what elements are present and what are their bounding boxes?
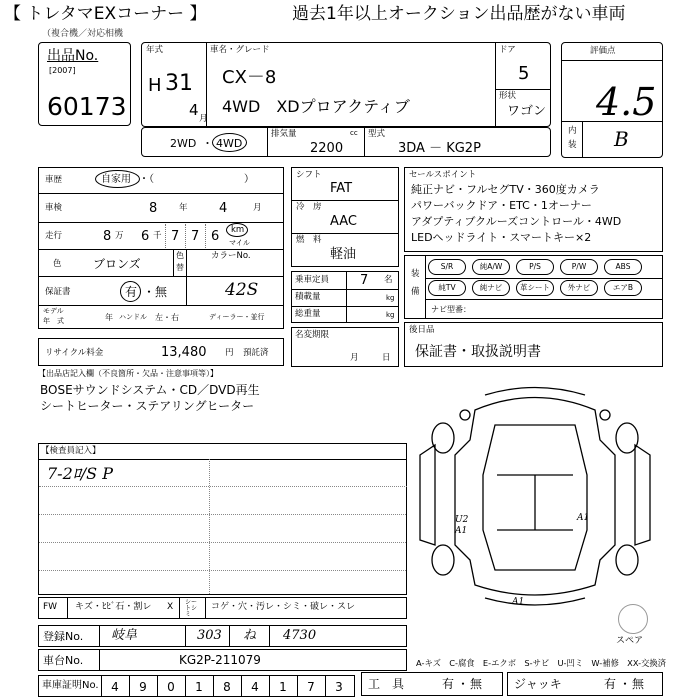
row-line-2 xyxy=(39,222,283,223)
mileage-sen: 6 xyxy=(141,229,150,244)
mileage-man-unit: 万 xyxy=(115,231,124,241)
inspection-month-unit: 月 xyxy=(253,203,262,213)
equipment-item: 純TV xyxy=(438,283,456,292)
listing-number: 60173 xyxy=(47,92,127,121)
equipment-item: 純A/W xyxy=(479,262,503,271)
warranty-sep: ・ xyxy=(143,285,156,299)
equipment-item: 革シート xyxy=(520,283,550,292)
mirror-left xyxy=(460,410,470,420)
sales-points-box xyxy=(404,167,663,252)
registration-label: 登録No. xyxy=(43,630,84,643)
doors-label: ドア xyxy=(499,45,516,55)
color-value: ブロンズ xyxy=(93,257,141,271)
displacement-value: 2200 xyxy=(310,141,344,156)
sales-line-1: 純正ナビ・フルセグTV・360度カメラ xyxy=(411,183,600,196)
fw-v3 xyxy=(67,598,68,618)
warranty-circle xyxy=(120,281,141,302)
equipment-item: 外ナビ xyxy=(567,283,591,292)
year-car-box xyxy=(141,42,551,127)
capacity-table xyxy=(291,271,399,323)
mileage-man: 8 xyxy=(103,229,112,244)
registration-class: 303 xyxy=(197,628,222,643)
info-table xyxy=(38,167,284,329)
documents-value: 保証書・取扱説明書 xyxy=(415,344,541,360)
notes-line-2: シートヒーター・ステアリングヒーター xyxy=(40,399,255,413)
damage-legend: A-キズ C-腐食 E-エクボ S-サビ U-凹ミ W-補修 XX-交換済 xyxy=(416,658,667,668)
interior-label-1: 内 xyxy=(568,126,577,136)
car-side-right xyxy=(635,445,650,545)
mileage-km-circle xyxy=(226,223,248,237)
cert-digit: 0 xyxy=(167,680,175,694)
cert-digit: 9 xyxy=(139,680,147,694)
model-year-handle: ハンドル xyxy=(119,313,147,321)
year-badge: [2007] xyxy=(49,66,76,75)
color-label: 色 xyxy=(53,259,62,269)
fuel-value: 軽油 xyxy=(330,247,357,262)
jack-box xyxy=(507,672,663,696)
equipment-vline xyxy=(425,256,426,318)
color-code-vline xyxy=(186,249,187,305)
inspection-year-unit: 年 xyxy=(179,203,188,213)
year-number: 31 xyxy=(165,71,193,96)
mileage-d3: 6 xyxy=(211,229,220,244)
registration-kana: ね xyxy=(243,628,257,643)
color-code-value: 42S xyxy=(225,280,259,300)
drive-divider xyxy=(267,128,268,156)
registration-place: 岐阜 xyxy=(111,628,138,643)
header-corner-title: 【 トレタマEXコーナー 】 xyxy=(4,4,207,24)
fw-seat: シートシミ xyxy=(185,599,198,618)
wheel-rear-right xyxy=(616,545,638,575)
damage-mark-3: A1 xyxy=(577,513,590,523)
inspector-box xyxy=(38,443,407,595)
inspector-label: 【検査員記入】 xyxy=(41,446,101,456)
wheel-front-right xyxy=(616,423,638,453)
row-line-3 xyxy=(39,249,283,250)
fw-bar xyxy=(38,597,407,619)
mileage-d1: 7 xyxy=(171,229,180,244)
shape-value: ワゴン xyxy=(507,104,547,119)
spare-label: スペア xyxy=(616,636,644,646)
cert-digit: 7 xyxy=(307,680,315,694)
registration-number: 4730 xyxy=(283,628,317,643)
cert-digit: 4 xyxy=(111,680,119,694)
displacement-label: 排気量 xyxy=(271,129,297,139)
drive-sep: ・ xyxy=(202,137,213,150)
insp-line-3 xyxy=(39,514,406,515)
chassis-row xyxy=(38,649,407,671)
mileage-sep-2 xyxy=(185,224,186,248)
color-change-2: 替 xyxy=(176,263,184,272)
fw-items: キズ・ﾋﾋﾞ石・割レ xyxy=(75,602,152,612)
recycle-value: 13,480 xyxy=(161,345,207,360)
model-year-year: 年 xyxy=(105,313,113,322)
cert-digit: 8 xyxy=(223,680,231,694)
chassis-label: 車台No. xyxy=(43,654,84,667)
year-label: 年式 xyxy=(146,45,164,55)
inspector-note: 7-2ﾛ/S P xyxy=(47,464,113,483)
car-label: 車名・グレード xyxy=(210,45,270,55)
chassis-value: KG2P-211079 xyxy=(179,653,261,667)
year-era: H xyxy=(148,75,162,96)
row-line-4 xyxy=(39,276,283,277)
sales-line-2: パワーバックドア・ETC・1オーナー xyxy=(411,199,592,212)
interior-vline xyxy=(582,121,583,157)
doors-value: 5 xyxy=(518,63,530,84)
year-car-divider xyxy=(206,43,207,126)
row-line-1 xyxy=(39,193,283,194)
jack-yes: 有 xyxy=(604,677,617,691)
equipment-box xyxy=(404,255,663,319)
interior-value: B xyxy=(614,127,629,151)
tools-no: 無 xyxy=(470,677,483,691)
cert-digit: 3 xyxy=(335,680,343,694)
ac-label: 冷 房 xyxy=(296,202,322,212)
car-name: CX－8 xyxy=(222,67,277,88)
fw-v2 xyxy=(205,598,206,618)
rear-bumper xyxy=(485,598,585,605)
doors-shape-divider xyxy=(495,89,550,90)
history-selected: 自家用 xyxy=(101,174,131,185)
front-bumper xyxy=(485,388,585,396)
score-value: 4.5 xyxy=(596,80,657,124)
sales-line-3: アダプティブクルーズコントロール・4WD xyxy=(411,215,622,228)
cap-vline xyxy=(346,272,347,322)
spare-tire-icon xyxy=(618,604,648,634)
listing-number-box xyxy=(38,42,131,126)
row-line-5 xyxy=(39,305,283,306)
recycle-row xyxy=(38,338,284,366)
insp-line-2 xyxy=(39,486,407,487)
sales-label: セールスポイント xyxy=(409,170,477,180)
mileage-label: 走行 xyxy=(45,231,63,241)
color-change-1: 色 xyxy=(176,251,184,260)
fw-label: FW xyxy=(43,602,58,612)
warranty-no: 無 xyxy=(155,285,168,299)
month-unit: 月 xyxy=(199,114,208,124)
ac-value: AAC xyxy=(330,214,357,229)
equip-line-2 xyxy=(425,299,662,300)
tools-box xyxy=(361,672,503,696)
drive-2wd: 2WD xyxy=(170,137,197,150)
tools-yes: 有 xyxy=(442,677,455,691)
cert-digit: 1 xyxy=(279,680,287,694)
mileage-km: km xyxy=(231,225,245,235)
equipment-item: ABS xyxy=(615,262,631,271)
mileage-sep-1 xyxy=(165,224,166,248)
drive-4wd-circle xyxy=(212,133,247,152)
mileage-mile: マイル xyxy=(229,239,250,247)
model-year-label-2: 年 式 xyxy=(43,317,64,325)
reg-v3 xyxy=(229,626,230,646)
model-value: 3DA － KG2P xyxy=(398,141,481,156)
equipment-item: エアB xyxy=(612,283,634,292)
shift-label: シフト xyxy=(296,170,322,180)
header-bar xyxy=(0,0,700,31)
cert-label: 車庫証明No. xyxy=(42,680,99,691)
notes-label: 【出品店記入欄（不良箇所・欠品・注意事項等）】 xyxy=(38,369,218,378)
sales-line-4: LEDヘッドライト・スマートキー×2 xyxy=(411,231,592,244)
insp-vline xyxy=(209,459,210,594)
equipment-item: 純ナビ xyxy=(479,283,503,292)
displacement-unit: cc xyxy=(350,129,358,137)
equipment-item: S/R xyxy=(440,262,454,271)
equipment-item: P/W xyxy=(571,262,587,271)
drive-row xyxy=(141,127,551,157)
notes-line-1: BOSEサウンドシステム・CD／DVD再生 xyxy=(40,383,260,397)
equipment-item: P/S xyxy=(529,262,541,271)
cap-line-2 xyxy=(292,306,398,307)
score-label: 評価点 xyxy=(590,46,616,56)
inspection-year: 8 xyxy=(149,201,158,216)
history-circle xyxy=(95,170,140,188)
jack-no: 無 xyxy=(632,677,645,691)
interior-label-2: 装 xyxy=(568,140,577,150)
top-partial-text: （複合機／対応相機 xyxy=(42,29,124,39)
name-change-day: 日 xyxy=(382,353,391,363)
listing-no-label: 出品No. xyxy=(47,48,99,64)
cert-digit: 4 xyxy=(251,680,259,694)
model-divider xyxy=(364,128,365,156)
wheel-rear-left xyxy=(432,545,454,575)
capacity-unit: 名 xyxy=(384,275,393,285)
model-label: 型式 xyxy=(368,129,386,139)
cert-digit: 1 xyxy=(195,680,203,694)
tools-label: 工 具 xyxy=(368,677,405,691)
cap-line-1 xyxy=(292,289,398,290)
car-grade: 4WD XDプロアクティブ xyxy=(222,97,410,116)
doors-divider xyxy=(495,43,496,126)
navi-model-label: ナビ型番： xyxy=(431,305,471,314)
damage-mark-4: A1 xyxy=(512,597,525,607)
damage-mark-2: U2 xyxy=(455,515,469,525)
car-diagram xyxy=(415,380,655,610)
weight-label: 総重量 xyxy=(295,309,321,319)
car-side-left xyxy=(420,445,435,545)
score-underline xyxy=(562,60,662,61)
fuel-label: 燃 料 xyxy=(296,235,322,245)
load-unit: kg xyxy=(386,294,395,302)
model-year-label-1: モデル xyxy=(43,307,64,315)
load-label: 積載量 xyxy=(295,292,321,302)
documents-box xyxy=(404,322,663,367)
spec-table xyxy=(291,167,399,267)
header-subtitle: 過去1年以上オークション出品歴がない車両 xyxy=(292,4,626,24)
registration-row xyxy=(38,625,407,647)
insp-line-5 xyxy=(39,570,406,571)
cert-row xyxy=(38,675,355,697)
inspection-month: 4 xyxy=(219,201,228,216)
interior-divider xyxy=(562,121,662,122)
weight-unit: kg xyxy=(386,311,395,319)
mileage-sep-3 xyxy=(205,224,206,248)
wheel-front-left xyxy=(432,423,454,453)
insp-line-1 xyxy=(39,459,406,460)
name-change-label: 名変期限 xyxy=(295,330,330,340)
warranty-yes: 有 xyxy=(125,285,138,299)
fw-rest: コゲ・穴・汚レ・シミ・破レ・スレ xyxy=(211,602,356,612)
mileage-sen-unit: 千 xyxy=(153,231,162,241)
mirror-right xyxy=(600,410,610,420)
shape-label: 形状 xyxy=(499,91,517,101)
fw-v1 xyxy=(179,598,180,618)
warranty-label: 保証書 xyxy=(45,287,71,297)
jack-sep: ・ xyxy=(619,677,632,691)
recycle-unit: 円 xyxy=(225,348,234,358)
model-year-dealer: ディーラー・並行 xyxy=(209,313,265,321)
spec-line-1 xyxy=(292,200,398,201)
model-year-lr: 左・右 xyxy=(155,313,179,322)
history-label: 車歴 xyxy=(45,175,63,185)
chassis-v xyxy=(99,650,100,670)
tools-sep: ・ xyxy=(457,677,470,691)
inspection-label: 車検 xyxy=(45,203,63,213)
mileage-d2: 7 xyxy=(191,229,200,244)
name-change-box xyxy=(291,327,399,367)
drive-4wd: 4WD xyxy=(216,137,243,150)
insp-line-4 xyxy=(39,542,406,543)
year-month: 4 xyxy=(189,101,199,119)
shift-value: FAT xyxy=(330,181,353,196)
fw-x: X xyxy=(167,602,174,612)
history-rest: ・（ ） xyxy=(139,174,254,185)
capacity-label: 乗車定員 xyxy=(295,275,330,285)
reg-v4 xyxy=(269,626,270,646)
reg-v1 xyxy=(99,626,100,646)
equipment-label-1: 装 xyxy=(411,269,420,279)
equipment-label-2: 備 xyxy=(411,287,420,297)
name-change-month: 月 xyxy=(350,353,359,363)
color-code-label: カラーNo. xyxy=(211,251,251,261)
equip-line-1 xyxy=(425,278,662,279)
damage-mark-1: A1 xyxy=(455,526,468,536)
score-box xyxy=(561,42,663,158)
spec-line-2 xyxy=(292,233,398,234)
recycle-label: リサイクル料金 xyxy=(45,348,104,358)
reg-v2 xyxy=(185,626,186,646)
jack-label: ジャッキ xyxy=(514,677,562,691)
color-change-vline xyxy=(173,249,174,276)
recycle-deposit: 預託済 xyxy=(243,348,269,358)
documents-label: 後日品 xyxy=(409,325,435,335)
capacity-value: 7 xyxy=(360,273,369,288)
